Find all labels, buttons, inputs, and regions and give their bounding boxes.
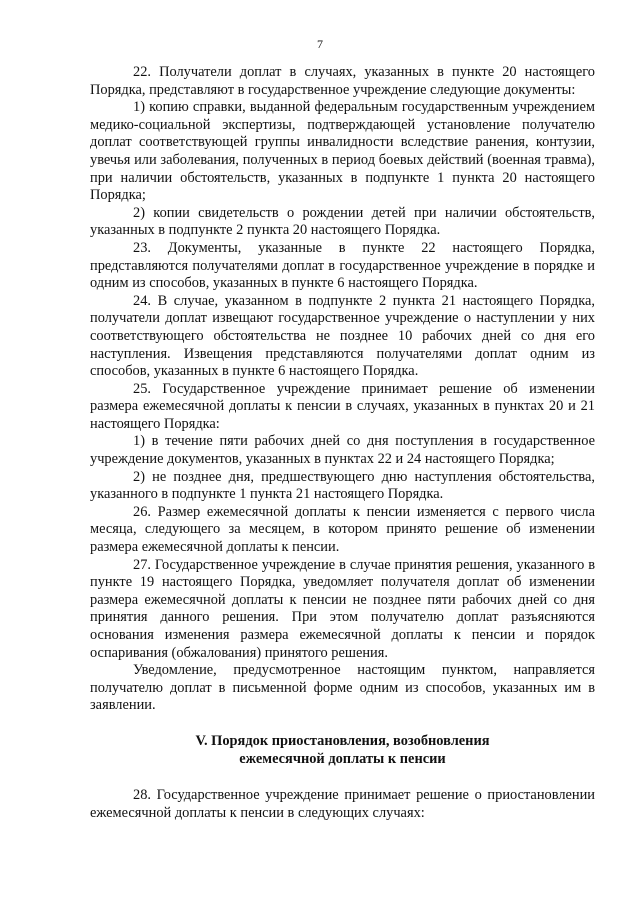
- paragraph-27: 27. Государственное учреждение в случае принятия решения, указанного в пункте 19 настоящего Порядка, уведомляет получателя доплат об изменении размера ежемесячной доплаты к пенсии не позднее пяти рабочих дней со дня принятия данного решения. При этом получателю доплат разъясняются основания изменения размера ежемесячной доплаты к пенсии и порядок оспаривания (обжалования) принятого решения.: [90, 556, 595, 661]
- paragraph-28: 28. Государственное учреждение принимает решение о приостановлении ежемесячной доплаты к пенсии в следующих случаях:: [90, 787, 595, 821]
- section-heading-line-1: V. Порядок приостановления, возобновления: [195, 732, 490, 749]
- document-body: [90, 64, 595, 822]
- paragraph-25-item-2: 2) не позднее дня, предшествующего дню наступления обстоятельства, указанного в подпункте 1 пункта 21 настоящего Порядка.: [90, 468, 595, 503]
- paragraph-25-item-1: 1) в течение пяти рабочих дней со дня поступления в государственное учреждение документов, указанных в пунктах 22 и 24 настоящего Порядка;: [90, 433, 595, 468]
- paragraph-23: 23. Документы, указанные в пункте 22 настоящего Порядка, представляются получателями доплат в государственное учреждение в порядке и одним из способов, указанных в пункте 6 настоящего Порядка.: [90, 239, 595, 292]
- paragraph-25: 25. Государственное учреждение принимает решение об изменении размера ежемесячной доплаты к пенсии в случаях, указанных в пунктах 20 и 21 настоящего Порядка:: [90, 380, 595, 432]
- page-number: 7: [317, 37, 323, 51]
- paragraph-22-item-1: 1) копию справки, выданной федеральным государственным учреждением медико-социальной экспертизы, подтверждающей установление получателю доплат соответствующей группы инвалидности вследствие ранения, контузии, увечья или заболевания, полученных в период боевых действий (военная травма), при наличии обстоятельств, указанных в подпункте 1 пункта 20 настоящего Порядка;: [90, 99, 595, 204]
- paragraph-26: 26. Размер ежемесячной доплаты к пенсии изменяется с первого числа месяца, следующего за месяцем, в котором принято решение об изменении размера ежемесячной доплаты к пенсии.: [90, 503, 595, 556]
- section-heading: [90, 733, 595, 768]
- paragraph-27-notice: Уведомление, предусмотренное настоящим пунктом, направляется получателю доплат в письменной форме одним из способов, указанных им в заявлении.: [90, 662, 595, 714]
- paragraph-24: 24. В случае, указанном в подпункте 2 пункта 21 настоящего Порядка, получатели доплат извещают государственное учреждение о наступлении у них соответствующего обстоятельства не позднее 10 рабочих дней со дня его наступления. Извещения представляются получателями доплат одним из способов, указанных в пункте 6 настоящего Порядка.: [90, 292, 595, 380]
- paragraph-22: 22. Получатели доплат в случаях, указанных в пункте 20 настоящего Порядка, представляют в государственное учреждение следующие документы:: [90, 64, 595, 98]
- paragraph-22-item-2: 2) копии свидетельств о рождении детей при наличии обстоятельств, указанных в подпункте 2 пункта 20 настоящего Порядка.: [90, 204, 595, 239]
- section-heading-line-2: ежемесячной доплаты к пенсии: [239, 750, 446, 767]
